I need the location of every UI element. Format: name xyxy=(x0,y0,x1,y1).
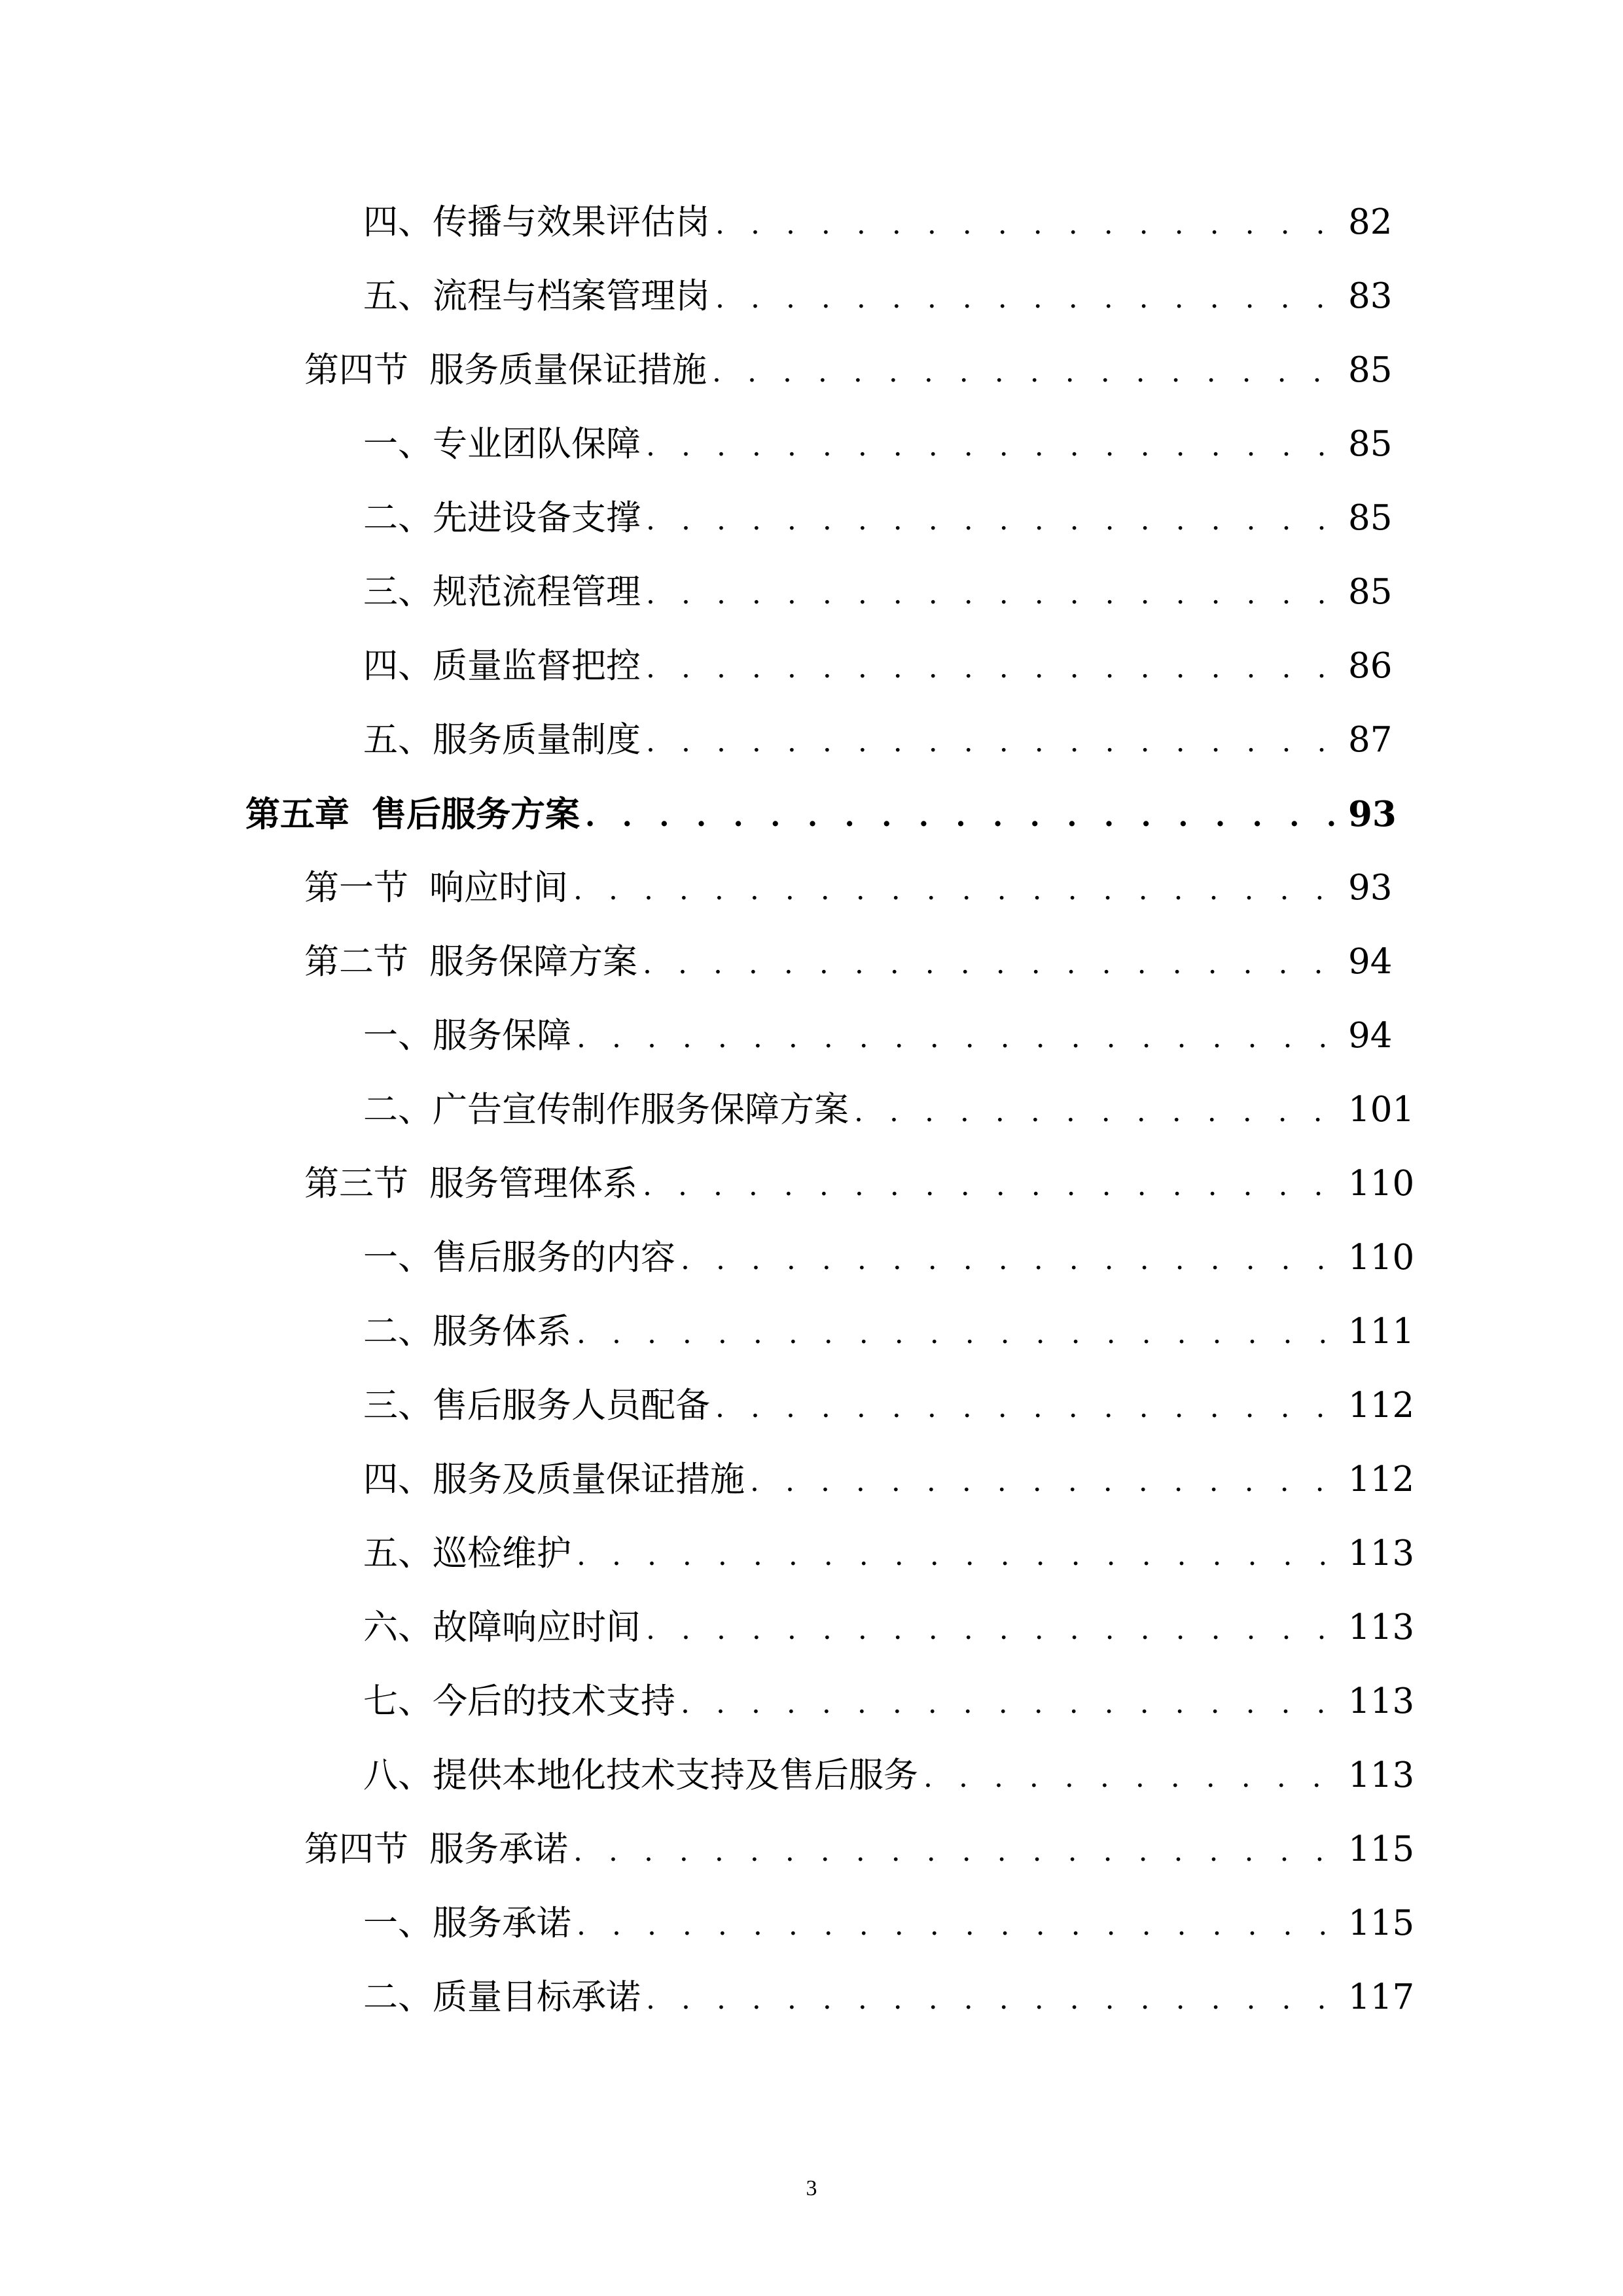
entry-page-number: 85 xyxy=(1348,350,1393,390)
entry-page-number: 117 xyxy=(1348,1977,1415,2017)
entry-page-number: 82 xyxy=(1348,202,1393,242)
entry-number: 四、 xyxy=(363,646,433,686)
entry-number: 五、 xyxy=(363,1534,433,1573)
toc-entry[interactable] xyxy=(363,1457,1415,1503)
entry-page-number: 115 xyxy=(1348,1829,1415,1869)
entry-number: 五、 xyxy=(363,720,433,760)
entry-title: 售后服务方案 xyxy=(372,794,580,834)
entry-number: 八、 xyxy=(363,1755,433,1795)
dot-leader xyxy=(646,645,1340,691)
entry-number: 第一节 xyxy=(304,868,408,908)
dot-leader xyxy=(577,1903,1340,1948)
dot-leader xyxy=(646,1607,1340,1653)
entry-page-number: 113 xyxy=(1348,1755,1415,1795)
entry-page-number: 86 xyxy=(1348,646,1393,686)
dot-leader xyxy=(923,1755,1340,1801)
entry-page-number: 113 xyxy=(1348,1534,1415,1573)
entry-title: 服务体系 xyxy=(433,1312,571,1352)
toc-entry[interactable] xyxy=(245,791,1397,837)
entry-title: 巡检维护 xyxy=(433,1534,571,1573)
entry-number: 三、 xyxy=(363,1386,433,1426)
entry-page-number: 85 xyxy=(1348,498,1393,538)
dot-leader xyxy=(681,1237,1340,1283)
entry-number: 四、 xyxy=(363,202,433,242)
entry-title: 服务质量制度 xyxy=(433,720,641,760)
entry-page-number: 113 xyxy=(1348,1607,1415,1647)
entry-title: 故障响应时间 xyxy=(433,1607,641,1647)
entry-number: 一、 xyxy=(363,1903,433,1943)
dot-leader xyxy=(646,719,1340,765)
entry-number: 第二节 xyxy=(304,942,408,982)
dot-leader xyxy=(646,423,1340,469)
entry-title: 广告宣传制作服务保障方案 xyxy=(433,1090,849,1130)
entry-page-number: 85 xyxy=(1348,424,1393,464)
entry-title: 服务保障方案 xyxy=(429,942,637,982)
toc-entry[interactable] xyxy=(363,495,1393,541)
toc-entry[interactable] xyxy=(363,643,1393,689)
dot-leader xyxy=(646,571,1340,617)
entry-number: 七、 xyxy=(363,1681,433,1721)
dot-leader xyxy=(643,1163,1340,1209)
toc-entry[interactable] xyxy=(363,1975,1415,2020)
dot-leader xyxy=(646,497,1340,543)
toc-entry[interactable] xyxy=(304,348,1393,393)
toc-entry[interactable] xyxy=(363,717,1393,763)
page-number: 3 xyxy=(806,2176,817,2200)
entry-number: 五、 xyxy=(363,276,433,316)
dot-leader xyxy=(715,276,1340,321)
entry-page-number: 112 xyxy=(1348,1460,1415,1499)
entry-page-number: 83 xyxy=(1348,276,1393,316)
entry-page-number: 85 xyxy=(1348,572,1393,612)
entry-number: 第四节 xyxy=(304,350,408,390)
dot-leader xyxy=(643,941,1340,987)
entry-page-number: 112 xyxy=(1348,1386,1415,1426)
entry-title: 服务保障 xyxy=(433,1016,571,1056)
toc-entry[interactable] xyxy=(304,939,1393,985)
toc-entry[interactable] xyxy=(304,865,1393,911)
dot-leader xyxy=(715,1385,1340,1431)
entry-page-number: 113 xyxy=(1348,1681,1415,1721)
toc-entry[interactable] xyxy=(363,274,1393,319)
entry-title: 售后服务人员配备 xyxy=(433,1386,710,1426)
dot-leader xyxy=(712,350,1340,395)
entry-title: 流程与档案管理岗 xyxy=(433,276,710,316)
toc-entry[interactable] xyxy=(363,1309,1415,1355)
entry-title: 服务及质量保证措施 xyxy=(433,1460,745,1499)
entry-title: 今后的技术支持 xyxy=(433,1681,675,1721)
toc-entry[interactable] xyxy=(363,422,1393,467)
entry-number: 一、 xyxy=(363,1016,433,1056)
toc-entry[interactable] xyxy=(363,1605,1415,1651)
entry-number: 二、 xyxy=(363,1312,433,1352)
entry-title: 规范流程管理 xyxy=(433,572,641,612)
dot-leader xyxy=(854,1089,1340,1135)
toc-entry[interactable] xyxy=(363,1901,1415,1946)
toc-entry[interactable] xyxy=(363,200,1393,245)
entry-page-number: 110 xyxy=(1348,1238,1415,1278)
toc-entry[interactable] xyxy=(363,569,1393,615)
dot-leader xyxy=(573,867,1340,913)
entry-title: 响应时间 xyxy=(429,868,568,908)
toc-entry[interactable] xyxy=(363,1235,1415,1281)
entry-page-number: 87 xyxy=(1348,720,1393,760)
dot-leader xyxy=(573,1829,1340,1874)
dot-leader xyxy=(715,202,1340,247)
toc-entry[interactable] xyxy=(363,1383,1415,1429)
dot-leader xyxy=(577,1311,1340,1357)
entry-number: 第三节 xyxy=(304,1164,408,1204)
entry-page-number: 115 xyxy=(1348,1903,1415,1943)
entry-page-number: 93 xyxy=(1348,868,1393,908)
entry-number: 三、 xyxy=(363,572,433,612)
toc-entry[interactable] xyxy=(363,1013,1393,1059)
entry-number: 二、 xyxy=(363,1090,433,1130)
entry-number: 第四节 xyxy=(304,1829,408,1869)
entry-title: 服务管理体系 xyxy=(429,1164,637,1204)
dot-leader xyxy=(750,1459,1340,1505)
entry-number: 第五章 xyxy=(245,794,349,834)
entry-title: 质量目标承诺 xyxy=(433,1977,641,2017)
entry-number: 六、 xyxy=(363,1607,433,1647)
entry-title: 提供本地化技术支持及售后服务 xyxy=(433,1755,918,1795)
entry-number: 二、 xyxy=(363,1977,433,2017)
dot-leader xyxy=(577,1015,1340,1061)
entry-title: 服务质量保证措施 xyxy=(429,350,707,390)
entry-number: 二、 xyxy=(363,498,433,538)
entry-number: 四、 xyxy=(363,1460,433,1499)
entry-page-number: 94 xyxy=(1348,942,1393,982)
dot-leader xyxy=(585,794,1340,840)
entry-title: 服务承诺 xyxy=(429,1829,568,1869)
toc-entry[interactable] xyxy=(363,1087,1415,1133)
dot-leader xyxy=(577,1533,1340,1579)
entry-title: 质量监督把控 xyxy=(433,646,641,686)
dot-leader xyxy=(681,1681,1340,1727)
toc-entry[interactable] xyxy=(304,1161,1415,1207)
entry-title: 先进设备支撑 xyxy=(433,498,641,538)
entry-title: 服务承诺 xyxy=(433,1903,571,1943)
entry-title: 售后服务的内容 xyxy=(433,1238,675,1278)
entry-page-number: 110 xyxy=(1348,1164,1415,1204)
entry-page-number: 93 xyxy=(1348,794,1397,834)
entry-title: 专业团队保障 xyxy=(433,424,641,464)
entry-number: 一、 xyxy=(363,424,433,464)
entry-number: 一、 xyxy=(363,1238,433,1278)
toc-entry[interactable] xyxy=(363,1679,1415,1725)
entry-title: 传播与效果评估岗 xyxy=(433,202,710,242)
toc-entry[interactable] xyxy=(304,1827,1415,1873)
toc-entry[interactable] xyxy=(363,1531,1415,1577)
entry-page-number: 101 xyxy=(1348,1090,1415,1130)
dot-leader xyxy=(646,1977,1340,2022)
entry-page-number: 94 xyxy=(1348,1016,1393,1056)
entry-page-number: 111 xyxy=(1348,1312,1415,1352)
toc-entry[interactable] xyxy=(363,1753,1415,1799)
